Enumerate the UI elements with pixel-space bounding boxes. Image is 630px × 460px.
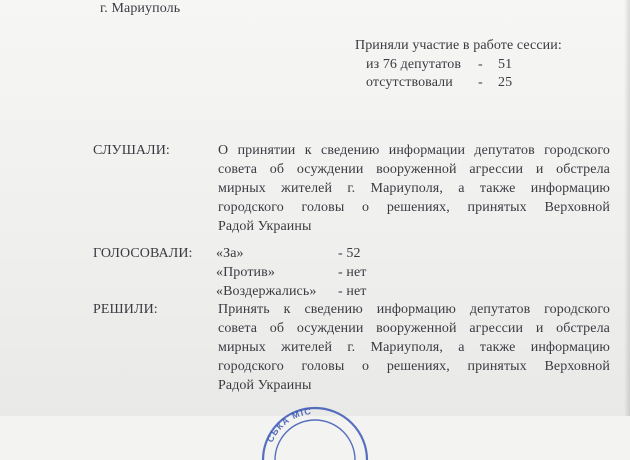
voted-heading: ГОЛОСОВАЛИ: <box>93 246 193 261</box>
participation-title: Приняли участие в работе сессии: <box>355 38 562 53</box>
decided-line: Принять к сведению информацию депутатов городского <box>218 302 610 317</box>
vote-row-for <box>216 244 361 263</box>
vote-label: «Воздержались» <box>216 284 317 299</box>
listened-line: Радой Украины <box>218 219 312 234</box>
decided-line: городского головы о решениях, принятых Верховной <box>218 359 610 374</box>
participation-dash: - <box>478 57 483 72</box>
vote-value: - 52 <box>338 246 361 261</box>
participation-label: из 76 депутатов <box>366 57 462 72</box>
vote-value: - нет <box>338 284 367 299</box>
listened-line: мирных жителей г. Мариуполя, а также информацию <box>218 181 610 196</box>
vote-label: «За» <box>216 246 244 261</box>
vote-value: - нет <box>338 265 367 280</box>
participation-row-total <box>366 55 512 74</box>
decided-text <box>218 300 610 395</box>
vote-row-abstained <box>216 282 367 301</box>
listened-line: О принятии к сведению информации депутатов городского <box>218 143 610 158</box>
participation-label: отсутствовали <box>366 75 453 90</box>
vote-row-against <box>216 263 367 282</box>
participation-value: 51 <box>498 57 513 72</box>
decided-line: Радой Украины <box>218 378 312 393</box>
city-name: г. Мариуполь <box>100 1 181 16</box>
participation-row-absent <box>366 73 512 92</box>
vote-label: «Против» <box>216 265 275 280</box>
listened-heading: СЛУШАЛИ: <box>93 143 170 158</box>
decided-heading: РЕШИЛИ: <box>93 302 158 317</box>
listened-text <box>218 141 610 236</box>
listened-line: городского головы о решениях, принятых Верховной <box>218 200 610 215</box>
stamp-text: СЬКА МІС <box>264 406 313 444</box>
decided-line: мирных жителей г. Мариуполя, а также информацию <box>218 340 610 355</box>
page-edge-shadow <box>624 0 630 416</box>
participation-dash: - <box>478 75 483 90</box>
participation-value: 25 <box>498 75 513 90</box>
official-stamp <box>255 400 375 460</box>
listened-line: совета об осуждении вооруженной агрессии и обстрела <box>218 162 610 177</box>
decided-line: совета об осуждении вооруженной агрессии и обстрела <box>218 321 610 336</box>
